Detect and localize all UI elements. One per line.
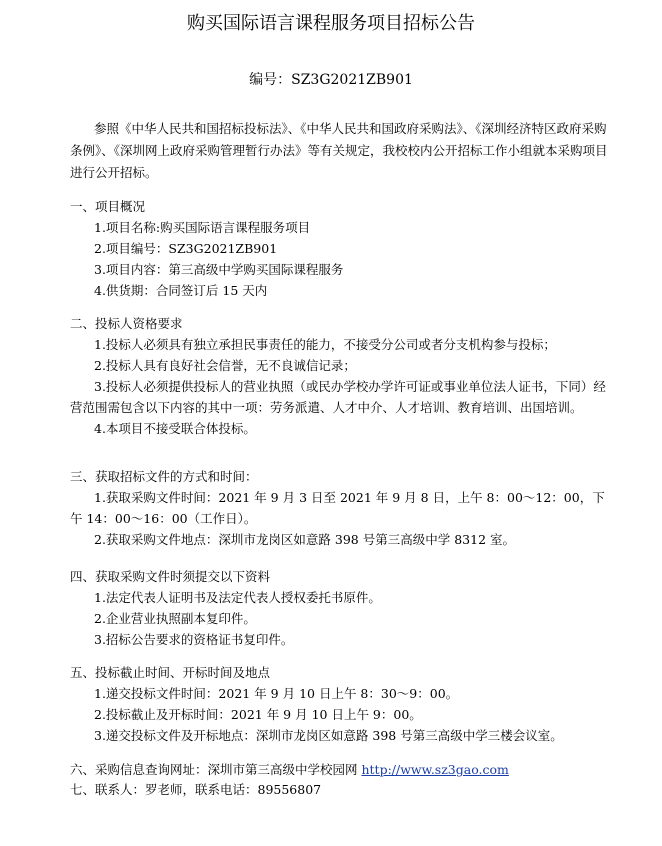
section-item: 3.招标公告要求的资格证书复印件。 xyxy=(94,632,294,647)
section-item: 2.投标人具有良好社会信誉，无不良诚信记录； xyxy=(94,358,356,373)
section-item: 4.本项目不接受联合体投标。 xyxy=(94,421,256,436)
school-website-link[interactable]: http://www.sz3gao.com xyxy=(361,762,509,777)
section-item: 1.获取采购文件时间：2021 年 9 月 3 日至 2021 年 9 月 8 日，上午 8：00～12：00，下午 14：00～16：00（工作日）。 xyxy=(70,490,605,526)
section-heading: 四、获取采购文件时须提交以下资料 xyxy=(70,569,271,584)
section-item: 2.企业营业执照副本复印件。 xyxy=(94,611,256,626)
section-heading: 五、投标截止时间、开标时间及地点 xyxy=(70,665,271,680)
section-item: 1.项目名称:购买国际语言课程服务项目 xyxy=(94,220,311,235)
section-item: 1.投标人必须具有独立承担民事责任的能力，不接受分公司或者分支机构参与投标； xyxy=(94,337,556,352)
section-bid-deadline xyxy=(70,662,615,746)
section-item: 2.获取采购文件地点：深圳市龙岗区如意路 398 号第三高级中学 8312 室。 xyxy=(94,532,515,547)
section-heading: 一、项目概况 xyxy=(70,199,146,214)
section-item: 1.法定代表人证明书及法定代表人授权委托书原件。 xyxy=(94,590,381,605)
info-query-line xyxy=(70,760,509,780)
section-project-overview xyxy=(70,196,615,301)
section-obtain-documents xyxy=(70,466,615,550)
section-item: 2.投标截止及开标时间：2021 年 9 月 10 日上午 9：00。 xyxy=(94,707,422,722)
info-query-label: 六、采购信息查询网址：深圳市第三高级中学校园网 xyxy=(70,762,362,777)
section-item: 3.投标人必须提供投标人的营业执照（或民办学校办学许可证或事业单位法人证书，下同）经营范围需包含以下内容的其中一项：劳务派遣、人才中介、人才培训、教育培训、出国培训。 xyxy=(70,379,606,415)
section-item: 1.递交投标文件时间：2021 年 9 月 10 日上午 8：30～9：00。 xyxy=(94,686,459,701)
section-heading: 二、投标人资格要求 xyxy=(70,316,183,331)
section-heading: 三、获取招标文件的方式和时间： xyxy=(70,469,258,484)
document-title: 购买国际语言课程服务项目招标公告 xyxy=(187,13,475,34)
section-bidder-qualifications xyxy=(70,313,615,439)
contact-line: 七、联系人：罗老师，联系电话：89556807 xyxy=(70,782,322,797)
section-item: 2.项目编号：SZ3G2021ZB901 xyxy=(94,241,278,256)
section-item: 4.供货期：合同签订后 15 天内 xyxy=(94,283,268,298)
intro-paragraph: 参照《中华人民共和国招标投标法》、《中华人民共和国政府采购法》、《深圳经济特区政府采购条例》、《深圳网上政府采购管理暂行办法》等有关规定，我校校内公开招标工作小组就本采购项目进行公开招标。 xyxy=(70,121,608,180)
document-number: 编号：SZ3G2021ZB901 xyxy=(249,72,413,88)
section-item: 3.项目内容：第三高级中学购买国际课程服务 xyxy=(94,262,344,277)
section-required-materials xyxy=(70,566,615,650)
section-item: 3.递交投标文件及开标地点：深圳市龙岗区如意路 398 号第三高级中学三楼会议室。 xyxy=(94,728,563,743)
